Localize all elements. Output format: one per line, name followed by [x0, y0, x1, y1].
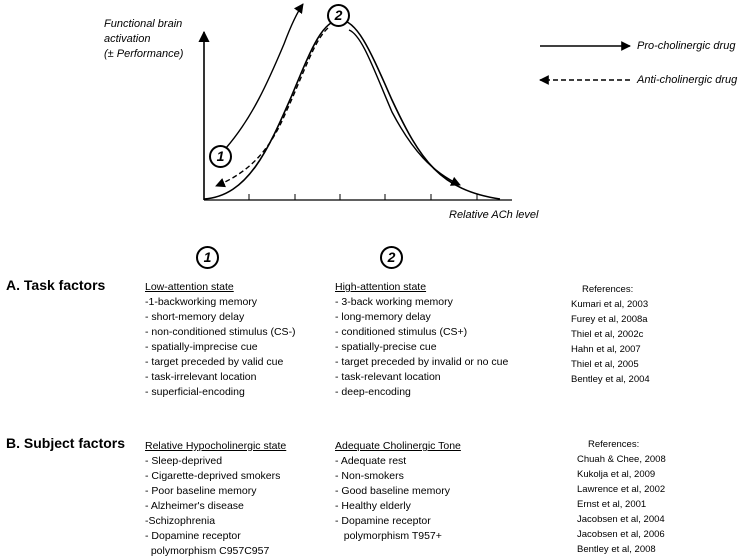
- subject-factors-title: B. Subject factors: [6, 435, 126, 451]
- pro-cholinergic-arrow-falling: [349, 30, 460, 185]
- list-item: - Poor baseline memory: [145, 485, 257, 497]
- reference-item: Hahn et al, 2007: [571, 344, 641, 355]
- task-high-attention-column: [335, 280, 508, 400]
- reference-item: Thiel et al, 2005: [571, 359, 639, 370]
- subject-low-heading: Relative Hypocholinergic state: [145, 440, 287, 452]
- pro-cholinergic-arrow-rising: [226, 4, 303, 148]
- reference-item: Bentley et al, 2004: [571, 374, 650, 385]
- marker-1-circle: 1: [209, 145, 232, 168]
- list-item: - Non-smokers: [335, 470, 404, 482]
- legend-anti-label: Anti-cholinergic drug: [637, 74, 738, 86]
- list-item: - Dopamine receptor: [145, 530, 241, 542]
- list-item: -1-backworking memory: [145, 296, 258, 308]
- list-item: polymorphism T957+: [335, 530, 442, 542]
- list-item: - short-memory delay: [145, 311, 245, 323]
- list-item: - Healthy elderly: [335, 500, 411, 512]
- reference-item: Thiel et al, 2002c: [571, 329, 644, 340]
- column-marker-2: 2: [380, 246, 403, 269]
- list-item: - Good baseline memory: [335, 485, 450, 497]
- list-item: polymorphism C957C957: [145, 545, 270, 557]
- list-item: - spatially-imprecise cue: [145, 341, 258, 353]
- subject-adequate-tone-column: [335, 439, 461, 544]
- reference-item: Chuah & Chee, 2008: [577, 454, 666, 465]
- list-item: - Alzheimer's disease: [145, 500, 244, 512]
- subject-high-list: [335, 454, 461, 544]
- task-low-heading: Low-attention state: [145, 281, 234, 293]
- reference-item: Furey et al, 2008a: [571, 314, 648, 325]
- reference-item: Jacobsen et al, 2004: [577, 514, 665, 525]
- list-item: - non-conditioned stimulus (CS-): [145, 326, 296, 338]
- task-references-list: [571, 297, 650, 387]
- list-item: - long-memory delay: [335, 311, 431, 323]
- list-item: - Dopamine receptor: [335, 515, 431, 527]
- inverted-u-curve: [204, 20, 500, 199]
- task-low-list: [145, 295, 296, 400]
- subject-references-heading: References:: [588, 439, 640, 450]
- legend-pro-label: Pro-cholinergic drug: [637, 40, 736, 52]
- task-low-attention-column: [145, 280, 296, 400]
- list-item: - Cigarette-deprived smokers: [145, 470, 281, 482]
- reference-item: Lawrence et al, 2002: [577, 484, 666, 495]
- y-axis-label-line-1: Functional brain: [104, 18, 183, 30]
- subject-references-list: [577, 452, 666, 557]
- subject-hypocholinergic-column: [145, 439, 286, 559]
- subject-references: [577, 437, 666, 557]
- list-item: - target preceded by valid cue: [145, 356, 284, 368]
- task-high-heading: High-attention state: [335, 281, 427, 293]
- list-item: - Sleep-deprived: [145, 455, 223, 467]
- list-item: - superficial-encoding: [145, 386, 245, 398]
- reference-item: Jacobsen et al, 2006: [577, 529, 665, 540]
- list-item: - target preceded by invalid or no cue: [335, 356, 509, 368]
- list-item: -Schizophrenia: [145, 515, 216, 527]
- list-item: - task-relevant location: [335, 371, 441, 383]
- list-item: - spatially-precise cue: [335, 341, 437, 353]
- list-item: - 3-back working memory: [335, 296, 453, 308]
- reference-item: Bentley et al, 2008: [577, 544, 656, 555]
- list-item: - task-irrelevant location: [145, 371, 257, 383]
- y-axis-label-line-2: activation: [104, 33, 151, 45]
- x-axis-label: Relative ACh level: [449, 209, 539, 221]
- y-axis-label-line-3: (± Performance): [104, 48, 184, 60]
- reference-item: Ernst et al, 2001: [577, 499, 647, 510]
- task-factors-title: A. Task factors: [6, 277, 106, 293]
- list-item: - deep-encoding: [335, 386, 411, 398]
- subject-low-list: [145, 454, 286, 559]
- task-references: [571, 282, 650, 387]
- subject-high-heading: Adequate Cholinergic Tone: [335, 440, 461, 452]
- column-marker-1: 1: [196, 246, 219, 269]
- reference-item: Kumari et al, 2003: [571, 299, 649, 310]
- reference-item: Kukolja et al, 2009: [577, 469, 656, 480]
- task-references-heading: References:: [582, 284, 634, 295]
- x-axis-ticks: [249, 194, 477, 200]
- task-high-list: [335, 295, 508, 400]
- marker-2-circle: 2: [327, 4, 350, 27]
- list-item: - Adequate rest: [335, 455, 407, 467]
- list-item: - conditioned stimulus (CS+): [335, 326, 468, 338]
